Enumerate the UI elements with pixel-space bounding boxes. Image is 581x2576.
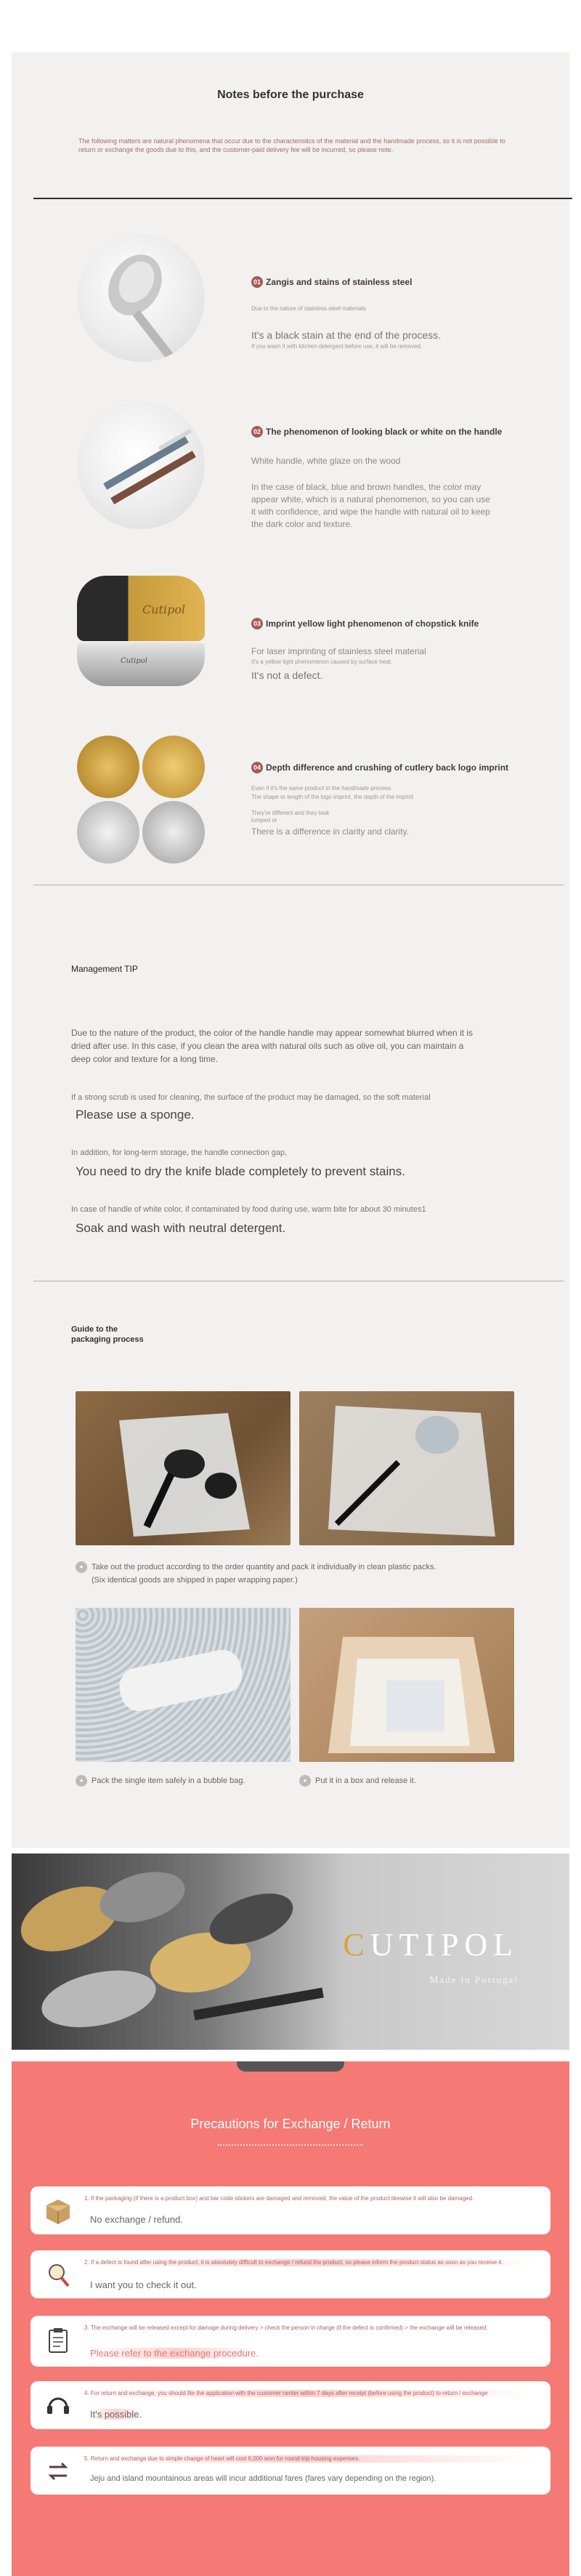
plastic-pack-photo-1 <box>76 1391 290 1545</box>
note-item-4-text-3: They're different and they look <box>251 810 330 816</box>
plastic-pack-photo-2 <box>299 1391 514 1545</box>
packaging-title: Guide to the packaging process <box>71 1325 144 1344</box>
exchange-arrows-icon <box>44 2457 73 2486</box>
exchange-section <box>12 2061 569 2576</box>
note-item-1-text-2: If you wash it with kitchen detergent before use, it will be removed. <box>251 343 423 350</box>
exchange-card-3 <box>31 2316 550 2367</box>
management-tip-4-emphasis: Soak and wash with neutral detergent. <box>76 1221 286 1235</box>
svg-text:Cutipol: Cutipol <box>142 603 186 616</box>
exchange-title: Precautions for Exchange / Return <box>190 2117 391 2131</box>
management-para-1: Due to the nature of the product, the color of the handle handle may appear somewhat blurred when it is dried after use. In this case, if you clean the area with natural oils such as olive oil, you can maintain a deep color and texture for a long time. <box>71 1028 474 1064</box>
exchange-card-4 <box>31 2381 550 2429</box>
exchange-card-3-text: 3. The exchange will be released except for damage during delivery > check the person in charge (if the defect is confirmed) > the exchange will be released. <box>84 2325 488 2331</box>
note-item-3-text: For laser imprinting of stainless steel material <box>251 646 426 656</box>
note-item-1-emphasis: It's a black stain at the end of the process. <box>251 329 442 341</box>
step-3-icon: ● <box>299 1775 311 1787</box>
dotted-divider <box>218 2144 363 2146</box>
logo-imprint-image-2 <box>142 736 205 798</box>
logo-imprint-image-4 <box>142 801 205 864</box>
management-tip-3: In addition, for long-term storage, the handle connection gap, <box>71 1148 288 1157</box>
exchange-card-1-emphasis: No exchange / refund. <box>90 2214 183 2225</box>
exchange-card-2-text: 2. If a defect is found after using the product, it is absolutely difficult to exchange / refund the product, so please inform the product status as soon as you receive it. <box>84 2259 535 2266</box>
number-badge: 01 <box>251 276 263 288</box>
svg-text:Cutipol: Cutipol <box>121 657 147 665</box>
number-badge: 04 <box>251 762 263 773</box>
brand-logo: CUTIPOL <box>343 1927 519 1963</box>
exchange-card-3-emphasis: Please refer to the exchange procedure. <box>90 2348 259 2359</box>
management-title: Management TIP <box>71 964 138 974</box>
note-item-1-text: Due to the nature of stainless steel materials <box>251 305 366 312</box>
management-tip-4: In case of handle of white color, if contaminated by food during use, warm bite for about 30 minutes1 <box>71 1205 426 1214</box>
note-item-4-text-4: lumped or <box>251 817 277 824</box>
exchange-card-1 <box>31 2186 550 2234</box>
exchange-card-2-emphasis: I want you to check it out. <box>90 2279 197 2290</box>
note-item-3-title: 03 Imprint yellow light phenomenon of chopstick knife <box>251 618 479 629</box>
made-in-label: Made in Portugal <box>429 1974 519 1985</box>
section-tab <box>237 2061 344 2072</box>
note-item-4-text-5: There is a difference in clarity and clarity. <box>251 826 409 837</box>
clipboard-icon <box>44 2326 73 2355</box>
notes-intro: The following matters are natural phenomena that occur due to the characteristics of the material and the handmade process, so it is not possible to return or exchange the goods due to this, and the customer-paid delivery fee will be incurred, so please note. <box>78 137 505 153</box>
notes-title: Notes before the purchase <box>217 89 364 101</box>
exchange-card-2 <box>31 2250 550 2298</box>
exchange-card-1-text: 1. If the packaging (if there is a product box) and bar code stickers are damaged and removed, the value of the product likewise it will also be damaged. <box>84 2195 474 2202</box>
box-icon <box>44 2197 73 2226</box>
packaging-step-1: ● Take out the product according to the order quantity and pack it individually in clean plastic packs. <box>76 1561 436 1573</box>
note-item-4-text-2: The shape or length of the logo imprint, the depth of the imprint <box>251 794 414 800</box>
note-item-3-text-2: It's a yellow light phenomenon caused by surface heat. <box>251 659 393 665</box>
logo-imprint-image-3 <box>77 801 139 864</box>
handle-color-image <box>77 401 205 529</box>
note-item-2-title: 02 The phenomenon of looking black or white on the handle <box>251 426 502 438</box>
number-badge: 03 <box>251 618 263 629</box>
packaging-step-2: ● Pack the single item safely in a bubble bag. <box>76 1775 245 1787</box>
headset-icon <box>44 2391 73 2420</box>
bubble-bag-photo <box>76 1608 290 1762</box>
step-2-icon: ● <box>76 1775 87 1787</box>
packaging-step-3: ● Put it in a box and release it. <box>299 1775 416 1787</box>
divider <box>33 198 572 199</box>
exchange-card-5-text: 5. Return and exchange due to simple change of heart will cost 6,000 won for round-trip housing expenses. <box>84 2455 535 2463</box>
logo-imprint-image-1 <box>77 736 139 798</box>
packaging-step-1-note: (Six identical goods are shipped in paper wrapping paper.) <box>92 1576 298 1585</box>
exchange-card-5 <box>31 2447 550 2495</box>
note-item-4-title: 04 Depth difference and crushing of cutlery back logo imprint <box>251 762 508 773</box>
exchange-card-4-text: 4. For return and exchange, you should file the application with the customer center within 7 days after receipt (before using the product) to return / exchange <box>84 2390 535 2397</box>
note-item-2-text-2: In the case of black, blue and brown handles, the color may appear white, which is a natural phenomenon, so you can use it with confidence, and wipe the handle with natural oil to keep the dark color and texture. <box>251 482 490 529</box>
chopstick-imprint-image <box>77 576 205 641</box>
notes-section <box>12 52 569 1848</box>
number-badge: 02 <box>251 426 263 438</box>
spoon-stain-image <box>77 234 205 362</box>
knife-imprint-image <box>77 643 205 686</box>
step-1-icon: ● <box>76 1561 87 1573</box>
box-photo <box>299 1608 514 1762</box>
brand-banner <box>12 1853 569 2050</box>
management-tip-3-emphasis: You need to dry the knife blade completely to prevent stains. <box>76 1164 405 1178</box>
note-item-4-text: Even if it's the same product in the handmade process <box>251 785 391 792</box>
note-item-1-title: 01 Zangis and stains of stainless steel <box>251 276 412 288</box>
management-tip-2: If a strong scrub is used for cleaning, the surface of the product may be damaged, so the soft material <box>71 1093 431 1102</box>
exchange-card-4-emphasis: It's possible. <box>90 2409 142 2420</box>
note-item-2-text: White handle, white glaze on the wood <box>251 456 401 466</box>
magnifier-icon <box>44 2261 73 2290</box>
note-item-3-emphasis: It's not a defect. <box>251 669 323 681</box>
management-tip-2-emphasis: Please use a sponge. <box>76 1108 195 1122</box>
exchange-card-5-emphasis: Jeju and island mountainous areas will incur additional fares (fares vary depending on the region). <box>90 2474 436 2483</box>
